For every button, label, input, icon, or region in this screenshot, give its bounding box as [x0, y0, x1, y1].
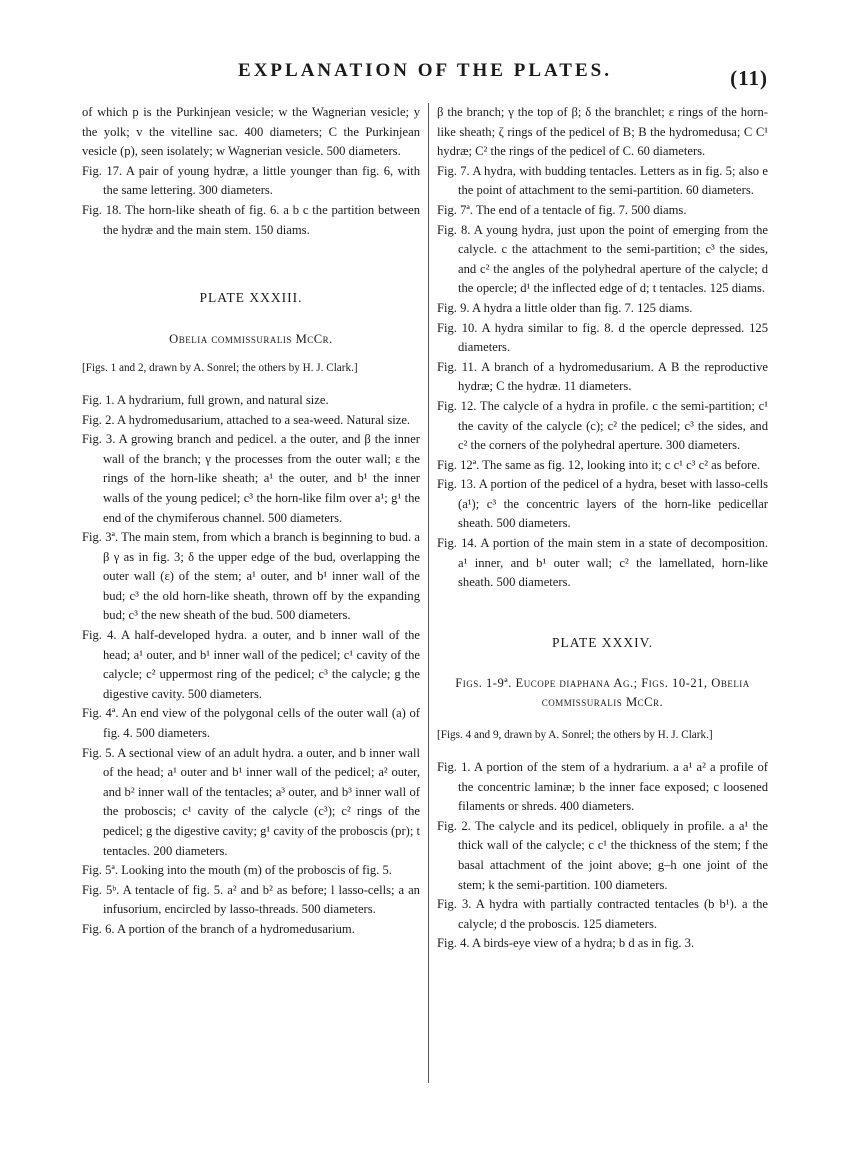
figure-description: A birds-eye view of a hydra; b d as in fig. 3. — [472, 936, 695, 951]
illustration-credit: [Figs. 1 and 2, drawn by A. Sonrel; the others by H. J. Clark.] — [82, 362, 358, 375]
right-column — [437, 103, 768, 954]
figure-label: Fig. 9. — [437, 300, 470, 315]
plate-title: PLATE XXXIV. — [551, 634, 653, 650]
figure-label: Fig. 5ᵇ. — [82, 882, 120, 897]
continuation-text: of which p is the Purkinjean vesicle; w the Wagnerian vesicle; y the yolk; v the vitelline sac. 400 diameters; C the Purkinjean vesicle (p), seen isolately; w Wagnerian vesicle. 500 diameters. — [82, 105, 420, 159]
figure-label: Fig. 5. — [82, 745, 115, 760]
figure-label: Fig. 12ª. — [437, 457, 480, 472]
figure-entry — [437, 221, 768, 299]
figure-entry — [82, 881, 420, 920]
column-divider — [428, 103, 429, 1083]
figure-entry — [82, 391, 420, 411]
figure-description: A hydra, with budding tentacles. Letters as in fig. 5; also e the point of attachment to the semi-partition. 60 diameters. — [458, 163, 768, 198]
figure-label: Fig. 1. — [437, 760, 471, 775]
figure-label: Fig. 2. — [82, 412, 115, 427]
illustration-credit: [Figs. 4 and 9, drawn by A. Sonrel; the others by H. J. Clark.] — [437, 729, 713, 742]
figure-entry — [82, 920, 420, 940]
figure-description: A sectional view of an adult hydra. a outer, and b inner wall of the head; a¹ outer and b¹ inner wall of the pedicel; a² outer, and b² inner wall of the tentacles; a³ outer, and b³ inner wall of the proboscis; c¹ cavity of the calycle (c³); c² rings of the pedicel; g the digestive cavity; g¹ cavity of the proboscis (pr); t tentacles. 200 diameters. — [103, 745, 420, 858]
figure-entry — [437, 299, 768, 319]
figure-label: Fig. 3. — [82, 432, 116, 447]
figure-entry — [437, 397, 768, 456]
figure-list — [437, 758, 768, 954]
figure-label: Fig. 12. — [437, 398, 477, 413]
figure-entry — [437, 475, 768, 534]
figure-entry — [82, 162, 420, 201]
figure-list — [82, 391, 420, 940]
figure-entry — [437, 201, 768, 221]
figure-label: Fig. 4ª. — [82, 706, 119, 721]
figure-label: Fig. 1. — [82, 392, 115, 407]
figure-label: Fig. 6. — [82, 921, 115, 936]
figure-entry — [82, 861, 420, 881]
species-line: commissuralis McCr. — [541, 695, 664, 710]
continuation-text: β the branch; γ the top of β; δ the branchlet; ε rings of the horn-like sheath; ζ rings of the pedicel of B; B the hydromedusa; C C¹ hydræ; C² the rings of the pedicel of C. 60 diameters. — [437, 105, 768, 159]
species-line: Figs. 1-9ª. Eucope diaphana Ag.; Figs. 10-21, Obelia — [455, 676, 750, 691]
figure-description: Looking into the mouth (m) of the proboscis of fig. 5. — [121, 863, 392, 878]
figure-description: A hydrarium, full grown, and natural size. — [117, 392, 329, 407]
figure-label: Fig. 7. — [437, 163, 470, 178]
species-name: Obelia commissuralis McCr. — [169, 331, 333, 346]
figure-description: A growing branch and pedicel. a the outer, and β the inner wall of the branch; γ the processes from the outer wall; ε the rings of the horn-like sheath; a¹ the outer, and b¹ the inner walls of the young pedicel; c³ the horn-like film over a¹; g¹ the end of the chymiferous channel. 500 diameters. — [103, 432, 420, 525]
figure-description: A portion of the stem of a hydrarium. a a¹ a² a profile of the concentric laminæ; b the inner face exposed; c loosened filaments or shreds. 400 diameters. — [458, 760, 768, 814]
figure-entry — [437, 319, 768, 358]
figure-description: A portion of the main stem in a state of decomposition. a¹ inner, and b¹ outer wall; c² the lamellated, horn-like sheath. 500 diameters. — [458, 536, 768, 590]
figure-entry — [437, 456, 768, 476]
figure-description: A half-developed hydra. a outer, and b inner wall of the head; a¹ outer, and b¹ inner wall of the pedicel; c¹ cavity of the calycle; c² uppermost ring of the pedicel; c³ the calycle; g the digestive cavity. 500 diameters. — [103, 628, 420, 701]
figure-entry — [437, 895, 768, 934]
figure-description: A portion of the branch of a hydromedusarium. — [117, 921, 355, 936]
figure-description: A hydra similar to fig. 8. d the opercle depressed. 125 diameters. — [458, 320, 768, 355]
figure-entry — [82, 528, 420, 626]
figure-label: Fig. 4. — [82, 628, 117, 643]
figure-label: Fig. 2. — [437, 818, 471, 833]
figure-description: A branch of a hydromedusarium. A B the reproductive hydræ; C the hydræ. 11 diameters. — [458, 359, 768, 394]
figure-description: The main stem, from which a branch is beginning to bud. a β γ as in fig. 3; δ the upper edge of the bud, overlapping the outer wall (ε) of the stem; a¹ outer, and b¹ inner wall of the bud; c³ the old horn-like sheath, thrown off by the expanding bud; c³ the new sheath of the bud. 500 diameters. — [103, 530, 420, 623]
figure-description: A tentacle of fig. 5. a² and b² as before; l lasso-cells; a an infusorium, encircled by lasso-threads. 500 diameters. — [103, 882, 420, 917]
figure-label: Fig. 11. — [437, 359, 478, 374]
page-number: (11) — [730, 66, 768, 90]
figure-entry — [437, 758, 768, 817]
left-column — [82, 103, 420, 940]
figure-label: Fig. 7ª. — [437, 202, 474, 217]
figure-label: Fig. 4. — [437, 936, 470, 951]
figure-entry — [82, 430, 420, 528]
figure-label: Fig. 13. — [437, 477, 477, 492]
figure-label: Fig. 17. — [82, 163, 123, 178]
figure-entry — [82, 744, 420, 862]
figure-label: Fig. 8. — [437, 222, 471, 237]
figure-entry — [82, 201, 420, 240]
figure-entry — [437, 358, 768, 397]
figure-description: The calycle and its pedicel, obliquely in profile. a a¹ the thick wall of the calycle; c c¹ the thickness of the stem; f the basal attachment of the joint above; g–h one joint of the stem; k the semi-partition. 100 diameters. — [458, 818, 769, 892]
figure-label: Fig. 18. — [82, 202, 122, 217]
figure-entry — [437, 934, 768, 954]
figure-entry — [437, 162, 768, 201]
figure-description: A pair of young hydræ, a little younger than fig. 6, with the same lettering. 300 diameters. — [103, 163, 420, 198]
figure-description: The same as fig. 12, looking into it; c c¹ c³ c² as before. — [482, 457, 761, 472]
figure-entry — [82, 704, 420, 743]
figure-description: A portion of the pedicel of a hydra, beset with lasso-cells (a¹); c³ the concentric layers of the horn-like pedicellar sheath. 500 diameters. — [458, 477, 768, 531]
figure-description: An end view of the polygonal cells of the outer wall (a) of fig. 4. 500 diameters. — [103, 706, 420, 741]
figure-description: A hydra a little older than fig. 7. 125 diams. — [472, 300, 693, 315]
figure-label: Fig. 3ª. — [82, 530, 119, 545]
figure-label: Fig. 3. — [437, 897, 472, 912]
figure-entry — [437, 534, 768, 593]
figure-label: Fig. 5ª. — [82, 863, 119, 878]
figure-description: A hydromedusarium, attached to a sea-weed. Natural size. — [117, 412, 411, 427]
figure-list — [437, 162, 768, 593]
figure-entry — [82, 626, 420, 704]
running-title: EXPLANATION OF THE PLATES. — [238, 60, 612, 81]
figure-list — [82, 162, 420, 240]
figure-description: The end of a tentacle of fig. 7. 500 diams. — [475, 202, 687, 217]
figure-entry — [82, 411, 420, 431]
figure-description: The horn-like sheath of fig. 6. a b c the partition between the hydræ and the main stem. 150 diams. — [103, 202, 420, 237]
figure-description: A young hydra, just upon the point of emerging from the calycle. c the attachment to the semi-partition; c³ the sides, and c² the angles of the polyhedral aperture of the calycle; d the opercle; d¹ the inflected edge of d; t tentacles. 125 diams. — [458, 222, 768, 296]
figure-label: Fig. 14. — [437, 536, 477, 551]
plate-title: PLATE XXXIII. — [199, 290, 303, 306]
figure-description: A hydra with partially contracted tentacles (b b¹). a the calycle; d the proboscis. 125 diameters. — [458, 897, 768, 931]
figure-entry — [437, 817, 768, 895]
species-name — [437, 674, 768, 712]
figure-description: The calycle of a hydra in profile. c the semi-partition; c¹ the cavity of the calycle (c); c² the pedicel; c³ the sides, and c² the corners of the polyhedral aperture. 300 diameters. — [458, 398, 768, 453]
figure-label: Fig. 10. — [437, 320, 478, 335]
